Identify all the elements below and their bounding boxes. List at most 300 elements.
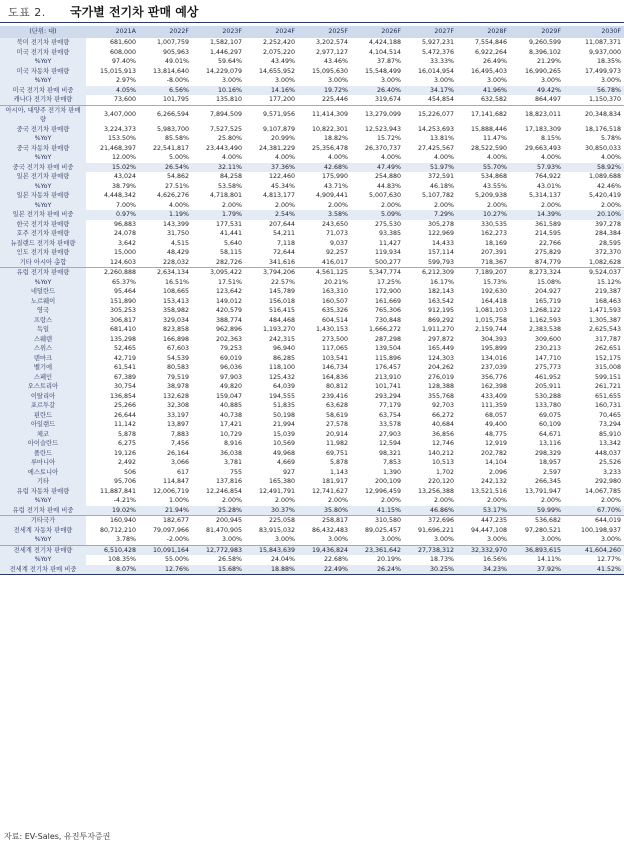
table-row [0,153,624,163]
table-cell: 330,535 [480,220,507,228]
table-cell: 27.51% [164,182,189,190]
table-cell: 55.00% [164,556,189,563]
table-cell: 63,628 [325,402,348,409]
table-cell: 228,032 [162,258,189,266]
table-cell: 1,193,270 [262,326,295,333]
table-row [0,95,624,105]
table-cell: 5,472,376 [421,48,454,56]
table-cell: 4,718,801 [209,192,242,199]
table-cell: 242,315 [268,335,295,343]
table-cell: 137,816 [215,478,242,485]
table-cell: 275,530 [374,220,401,228]
table-cell: 530,288 [534,392,561,400]
table-cell: 67.70% [564,506,624,516]
table-cell: 9,524,037 [564,268,624,278]
table-cell: 41.15% [351,506,404,516]
table-cell: 26,644 [113,411,136,419]
row-label: 전세계 전기차 판매 비중 [0,565,86,575]
table-cell: 10.16% [192,86,245,96]
table-cell: 64,039 [272,383,295,390]
row-label: 인도 전기차 판매량 [0,248,86,258]
table-cell: 3.00% [327,77,348,84]
table-cell: 64,671 [538,430,561,438]
table-cell: 1,446,297 [209,48,242,56]
table-cell: 448,037 [594,449,621,457]
table-cell: 135,810 [215,96,242,103]
row-label: 오스트리아 [0,382,86,392]
table-cell: 79,253 [219,345,242,352]
row-label: %YoY [0,535,86,545]
table-cell: 11,887,841 [99,487,136,495]
table-cell: 282,726 [215,258,242,266]
row-label: %YoY [0,201,86,211]
table-cell: 108.35% [107,556,136,563]
row-label: 중국 전기차 판매 비중 [0,163,86,173]
table-cell: 19,436,824 [298,545,351,555]
table-cell: 273,500 [321,335,348,343]
table-cell: 123,642 [215,288,242,295]
table-cell: 516,415 [268,307,295,314]
table-cell: 1,007,759 [156,39,189,46]
table-cell: 41,604,260 [564,545,624,555]
row-label: 일본 전기차 판매 비중 [0,210,86,220]
table-cell: 3,407,000 [86,105,139,125]
table-cell: 7.29% [404,210,457,220]
table-cell: 181,917 [321,478,348,485]
table-cell: 5,420,419 [588,192,621,199]
table-cell: 305,253 [109,307,136,314]
table-cell: 162,273 [480,230,507,237]
table-row [0,506,624,516]
table-cell: 12.77% [596,556,621,563]
table-cell: 298,329 [534,449,561,457]
table-cell: 202,363 [215,335,242,343]
table-cell: 117,065 [321,345,348,352]
row-label: 아이슬란드 [0,439,86,449]
table-row [0,382,624,392]
table-cell: 266,345 [534,478,561,485]
table-cell: 4,813,177 [262,192,295,199]
table-cell: 205,911 [534,383,561,390]
table-cell: 2.00% [433,201,454,209]
table-cell: 172,900 [374,288,401,295]
table-cell: 4.00% [600,154,621,161]
row-label: 기타 아시아 총합 [0,258,86,268]
table-cell: 213,910 [374,373,401,381]
table-cell: 1,089,688 [588,173,621,180]
table-cell: 157,114 [427,249,454,256]
table-cell: 4,104,514 [368,48,401,56]
table-cell: 58,115 [219,249,242,256]
table-cell: 5,314,137 [528,192,561,199]
table-cell: 230,213 [534,345,561,352]
table-cell: 25.28% [192,506,245,516]
table-cell: 18.88% [245,565,298,575]
column-header-year: 2021A [86,26,139,38]
table-row [0,335,624,345]
table-row [0,278,624,288]
table-cell: 3.58% [298,210,351,220]
table-cell: 214,595 [534,230,561,237]
table-cell: 681,600 [109,39,136,46]
table-cell: 124,303 [427,354,454,362]
row-label: 전세계 자동차 판매량 [0,526,86,536]
table-cell: 2.00% [274,497,295,504]
table-cell: 30.37% [245,506,298,516]
table-cell: 310,580 [351,516,404,526]
table-cell: 28,522,590 [470,144,507,152]
table-cell: 69,019 [219,354,242,362]
table-cell: 122,969 [427,230,454,237]
table-cell: 2.00% [433,497,454,504]
table-cell: 153,413 [162,297,189,305]
row-label: 이탈리아 [0,392,86,402]
table-cell: 254,880 [374,173,401,180]
table-cell: 2.00% [540,201,561,209]
table-cell: 26,164 [166,449,189,457]
table-cell: 12,491,791 [258,487,295,495]
table-cell: 225,058 [245,516,298,526]
row-label: %YoY [0,76,86,86]
row-label: %YoY [0,278,86,288]
table-cell: 927 [282,468,295,476]
table-cell: 2.00% [327,497,348,504]
table-cell: 32,332,970 [457,545,510,555]
table-cell: 58.92% [564,163,624,173]
table-cell: 262,651 [594,345,621,352]
table-cell: 162,398 [480,383,507,390]
table-cell: 160,507 [321,297,348,305]
table-cell: 1,268,122 [528,307,561,314]
table-cell: 34.23% [457,565,510,575]
table-cell: 161,669 [374,297,401,305]
table-cell: 49,400 [484,421,507,428]
table-cell: 10.27% [457,210,510,220]
table-cell: 168,463 [594,297,621,305]
table-cell: 6.56% [139,86,192,96]
table-cell: 24.04% [270,556,295,563]
table-cell: 20.10% [564,210,624,220]
row-label: 유럽 전기차 판매량 [0,268,86,278]
table-cell: 765,306 [374,307,401,314]
table-cell: 41,441 [219,230,242,237]
table-cell: 7,118 [276,239,295,247]
figure-title: 국가별 전기차 판매 예상 [70,5,199,19]
table-cell: 28,595 [598,239,621,247]
table-cell: 12,523,943 [364,125,401,133]
table-cell: 135,298 [109,335,136,343]
table-cell: 15.72% [376,135,401,142]
table-cell: 97.40% [111,58,136,65]
table-cell: 128,388 [427,383,454,390]
table-cell: 420,579 [215,307,242,314]
table-cell: 21,994 [272,421,295,428]
table-cell: 5,107,782 [421,192,454,199]
table-row [0,248,624,258]
table-row [0,297,624,307]
table-cell: 118,100 [268,364,295,371]
table-row [0,316,624,326]
table-row [0,487,624,497]
table-cell: 4,561,125 [298,268,351,278]
table-cell: 16.56% [482,556,507,563]
table-cell: 101,795 [162,96,189,103]
table-cell: 17,421 [219,421,242,428]
table-cell: 2,260,888 [86,268,139,278]
column-header-year: 2025F [298,26,351,38]
table-cell: 20.21% [323,278,348,286]
table-cell: 21.94% [139,506,192,516]
table-cell: 304,393 [480,335,507,343]
table-cell: 61,541 [113,364,136,371]
table-cell: 15,548,499 [364,67,401,75]
table-cell: 36,856 [431,430,454,438]
row-label: %YoY [0,134,86,144]
table-cell: 599,151 [594,373,621,381]
table-cell: 49.01% [164,58,189,65]
table-cell: 72,644 [272,249,295,256]
table-cell: 15,843,639 [245,545,298,555]
table-cell: 53.58% [217,182,242,190]
table-cell: 14,253,693 [417,125,454,133]
table-cell: 5,209,938 [474,192,507,199]
table-cell: 14,067,785 [584,487,621,495]
table-row [0,354,624,364]
row-label: 기타 [0,477,86,487]
table-cell: 14,433 [431,239,454,247]
table-cell: 165,719 [534,297,561,305]
table-cell: 397,278 [594,220,621,228]
table-cell: 2,625,543 [588,326,621,333]
table-cell: 17.25% [376,278,401,286]
table-cell: 22,541,817 [152,144,189,152]
table-row [0,268,624,278]
table-cell: 7.00% [115,201,136,209]
table-cell: 54,539 [166,354,189,362]
table-cell: 6,212,309 [404,268,457,278]
table-cell: 869,292 [427,316,454,324]
row-label: 포르투갈 [0,401,86,411]
table-cell: 10,569 [272,440,295,447]
table-cell: 18.82% [323,135,348,142]
table-cell: 15,039 [272,430,295,438]
table-cell: 43.49% [270,58,295,65]
table-cell: 45.34% [270,182,295,190]
row-label: 스위스 [0,344,86,354]
table-row [0,220,624,230]
table-cell: 7,853 [382,459,401,466]
table-cell: 145,789 [268,288,295,295]
table-row [0,477,624,487]
column-header-year: 2028F [457,26,510,38]
table-cell: 3.00% [540,77,561,84]
table-cell: 22.49% [298,565,351,575]
table-cell: 50,198 [272,411,295,419]
table-row [0,287,624,297]
table-row [0,182,624,192]
table-cell: 151,890 [109,297,136,305]
table-cell: 52,465 [113,345,136,352]
table-cell: 115,896 [374,354,401,362]
table-cell: 18,176,518 [584,125,621,133]
row-label: 에스토니아 [0,468,86,478]
table-cell: 2.00% [380,201,401,209]
table-cell: 38.79% [111,182,136,190]
table-cell: 7,554,846 [474,39,507,46]
table-cell: 15,000 [113,249,136,256]
table-cell: 10,513 [431,459,454,466]
table-cell: 5.09% [351,210,404,220]
table-row [0,449,624,459]
table-cell: 3,233 [602,468,621,476]
table-cell: 2,977,127 [315,48,348,56]
table-cell: 13,814,640 [152,67,189,75]
table-cell: 44.83% [376,182,401,190]
table-cell: 101,741 [374,383,401,390]
table-cell: 18,169 [484,239,507,247]
table-cell: 4,669 [276,459,295,466]
table-cell: 2.97% [115,77,136,84]
figure-label: 도표 2. [8,6,46,19]
table-cell: 40,885 [219,402,242,409]
table-cell: 2.00% [274,201,295,209]
table-cell: 2.54% [245,210,298,220]
table-cell: 79,097,966 [152,526,189,534]
table-cell: 17.51% [217,278,242,286]
table-row [0,565,624,575]
table-cell: 97,903 [219,373,242,381]
table-cell: 315,008 [594,364,621,371]
table-cell: 1,143 [329,468,348,476]
table-cell: 66,272 [431,411,454,419]
table-cell: 42,719 [113,354,136,362]
table-cell: 26.40% [351,86,404,96]
row-label: 전세계 전기차 판매량 [0,545,86,555]
table-cell: 160,731 [594,402,621,409]
table-cell: 37.36% [245,163,298,173]
table-cell: 292,980 [594,478,621,485]
table-cell: 14.11% [536,556,561,563]
table-cell: 32,308 [166,402,189,409]
table-cell: 4.00% [221,154,242,161]
table-cell: 17,141,682 [457,105,510,125]
table-cell: 608,000 [109,48,136,56]
row-label: 기타국가 [0,516,86,526]
table-cell: 33.33% [429,58,454,65]
table-cell: 147,710 [534,354,561,362]
table-row [0,210,624,220]
table-cell: 21,468,397 [99,144,136,152]
table-cell: 176,457 [374,364,401,371]
table-cell: 2.00% [327,201,348,209]
table-cell: 9,937,000 [588,48,621,56]
table-cell: 3.00% [540,536,561,543]
table-cell: 0.97% [86,210,139,220]
table-cell: 177,531 [215,220,242,228]
table-cell: 68,057 [484,411,507,419]
table-cell: 19.72% [298,86,351,96]
table-cell: 49,820 [219,383,242,390]
table-cell: 12.00% [111,154,136,161]
table-cell: 1,150,370 [588,96,621,103]
row-label: 아일랜드 [0,420,86,430]
table-row [0,125,624,135]
table-cell: 7,456 [170,440,189,447]
table-cell: 11.47% [482,135,507,142]
table-cell: 6,510,428 [86,545,139,555]
table-cell: 681,410 [109,326,136,333]
table-row [0,430,624,440]
table-cell: 764,922 [534,173,561,180]
table-cell: 5,983,700 [156,125,189,133]
table-cell: 79,519 [166,373,189,381]
table-cell: 42.46% [596,182,621,190]
row-label: 프랑스 [0,316,86,326]
table-cell: 1,666,272 [368,326,401,333]
row-label: %YoY [0,153,86,163]
table-cell: 3.00% [380,536,401,543]
table-cell: 3.00% [486,77,507,84]
table-cell: 4,909,441 [315,192,348,199]
table-row [0,144,624,154]
table-cell: 48,775 [484,430,507,438]
table-row [0,439,624,449]
table-cell: 67,603 [166,345,189,352]
table-row [0,191,624,201]
column-header-year: 2022F [139,26,192,38]
table-cell: 108,665 [162,288,189,295]
table-cell: 92,703 [431,402,454,409]
table-row [0,163,624,173]
row-label: 미국 전기차 판매량 [0,48,86,58]
table-cell: 317,787 [594,335,621,343]
table-cell: 53.17% [457,506,510,516]
table-cell: 26.58% [217,556,242,563]
column-header-year: 2023F [192,26,245,38]
table-cell: 182,677 [139,516,192,526]
table-row [0,57,624,67]
table-cell: 4,424,188 [368,39,401,46]
table-cell: 2,096 [488,468,507,476]
table-cell: 372,370 [594,249,621,256]
table-cell: 89,025,457 [364,526,401,534]
table-cell: 16,990,265 [524,67,561,75]
table-cell: 287,298 [374,335,401,343]
table-row [0,458,624,468]
table-cell: 2.00% [221,497,242,504]
table-cell: 65.37% [111,278,136,286]
table-cell: 3,642 [117,239,136,247]
table-row [0,373,624,383]
table-cell: 13.81% [429,135,454,142]
table-cell: 12,772,983 [192,545,245,555]
table-cell: 30,754 [113,383,136,390]
table-cell: 202,782 [480,449,507,457]
table-cell: 12,006,719 [152,487,189,495]
table-cell: 454,854 [427,96,454,103]
table-cell: 7,894,509 [192,105,245,125]
table-cell: 18.73% [429,556,454,563]
table-cell: 29,663,493 [524,144,561,152]
table-cell: 204,262 [427,364,454,371]
table-row [0,468,624,478]
table-cell: 12,246,854 [205,487,242,495]
row-label: 스페인 [0,373,86,383]
table-cell: 119,934 [374,249,401,256]
table-cell: 12.76% [139,565,192,575]
table-header-row [0,26,624,38]
table-cell: 1,305,387 [588,316,621,324]
